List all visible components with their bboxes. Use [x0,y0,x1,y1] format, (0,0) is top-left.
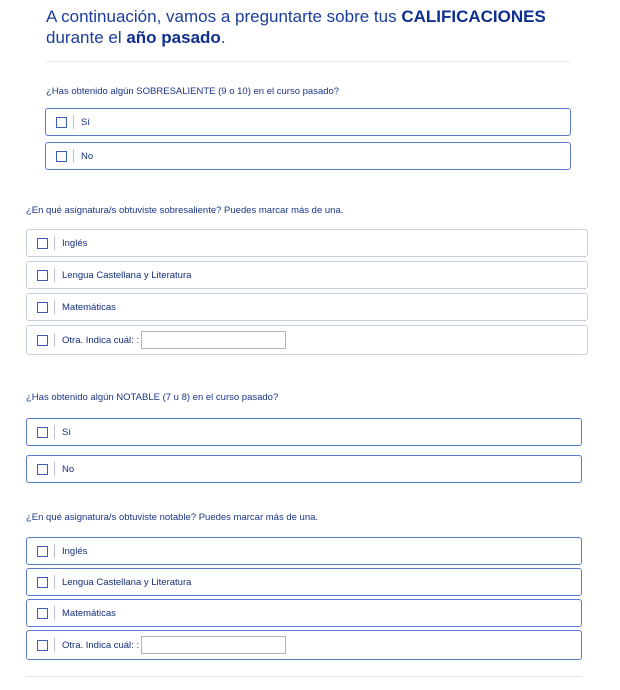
option-sobresaliente-no[interactable] [45,142,571,170]
checkbox[interactable] [56,117,67,128]
other-subject-input[interactable] [141,636,286,654]
option-not-otra[interactable] [26,630,582,660]
option-separator [54,300,55,314]
option-label: Sí [81,116,90,128]
option-separator [73,115,74,129]
intro-text-pre: A continuación, vamos a preguntarte sobre tus [46,7,402,26]
option-sobresaliente-si[interactable] [45,108,571,136]
checkbox[interactable] [37,464,48,475]
checkbox[interactable] [37,577,48,588]
checkbox[interactable] [37,238,48,249]
intro-text-post: . [220,28,226,47]
option-label: Otra. Indica cuál: : [62,639,140,651]
option-label: Otra. Indica cuál: : [62,334,140,346]
option-label: No [81,150,94,162]
checkbox[interactable] [37,608,48,619]
option-notable-no[interactable] [26,455,582,483]
option-sob-lengua[interactable] [26,261,588,289]
option-label: Sí [62,426,71,438]
option-separator [54,638,55,652]
option-sob-otra[interactable] [26,325,588,355]
checkbox[interactable] [37,640,48,651]
option-not-matematicas[interactable] [26,599,582,627]
option-separator [54,333,55,347]
checkbox[interactable] [37,427,48,438]
checkbox[interactable] [37,270,48,281]
option-separator [54,268,55,282]
question-sobresaliente: ¿Has obtenido algún SOBRESALIENTE (9 o 10) en el curso pasado? [46,86,340,97]
intro-bold-calificaciones: CALIFICACIONES [401,7,546,26]
option-label: Matemáticas [62,301,116,313]
option-separator [54,462,55,476]
option-label: Inglés [62,545,88,557]
checkbox[interactable] [37,335,48,346]
other-subject-input[interactable] [141,331,286,349]
option-not-ingles[interactable] [26,537,582,565]
question-asignaturas-notable: ¿En qué asignatura/s obtuviste notable? Puedes marcar más de una. [26,512,319,523]
option-label: Matemáticas [62,607,116,619]
section-intro [46,6,576,48]
option-label: No [62,463,75,475]
option-notable-si[interactable] [26,418,582,446]
option-not-lengua[interactable] [26,568,582,596]
intro-bold-ano-pasado: año pasado [126,28,221,47]
divider-top [46,61,570,62]
checkbox[interactable] [37,302,48,313]
option-separator [54,606,55,620]
divider-bottom [26,676,582,677]
option-separator [54,425,55,439]
option-label: Lengua Castellana y Literatura [62,576,192,588]
checkbox[interactable] [37,546,48,557]
option-label: Lengua Castellana y Literatura [62,269,192,281]
option-separator [54,236,55,250]
question-notable: ¿Has obtenido algún NOTABLE (7 u 8) en el curso pasado? [26,392,279,403]
option-separator [54,575,55,589]
question-asignaturas-sobresaliente: ¿En qué asignatura/s obtuviste sobresaliente? Puedes marcar más de una. [26,205,344,216]
option-sob-ingles[interactable] [26,229,588,257]
option-sob-matematicas[interactable] [26,293,588,321]
option-separator [54,544,55,558]
intro-text-mid: durante el [46,28,127,47]
checkbox[interactable] [56,151,67,162]
option-label: Inglés [62,237,88,249]
option-separator [73,149,74,163]
